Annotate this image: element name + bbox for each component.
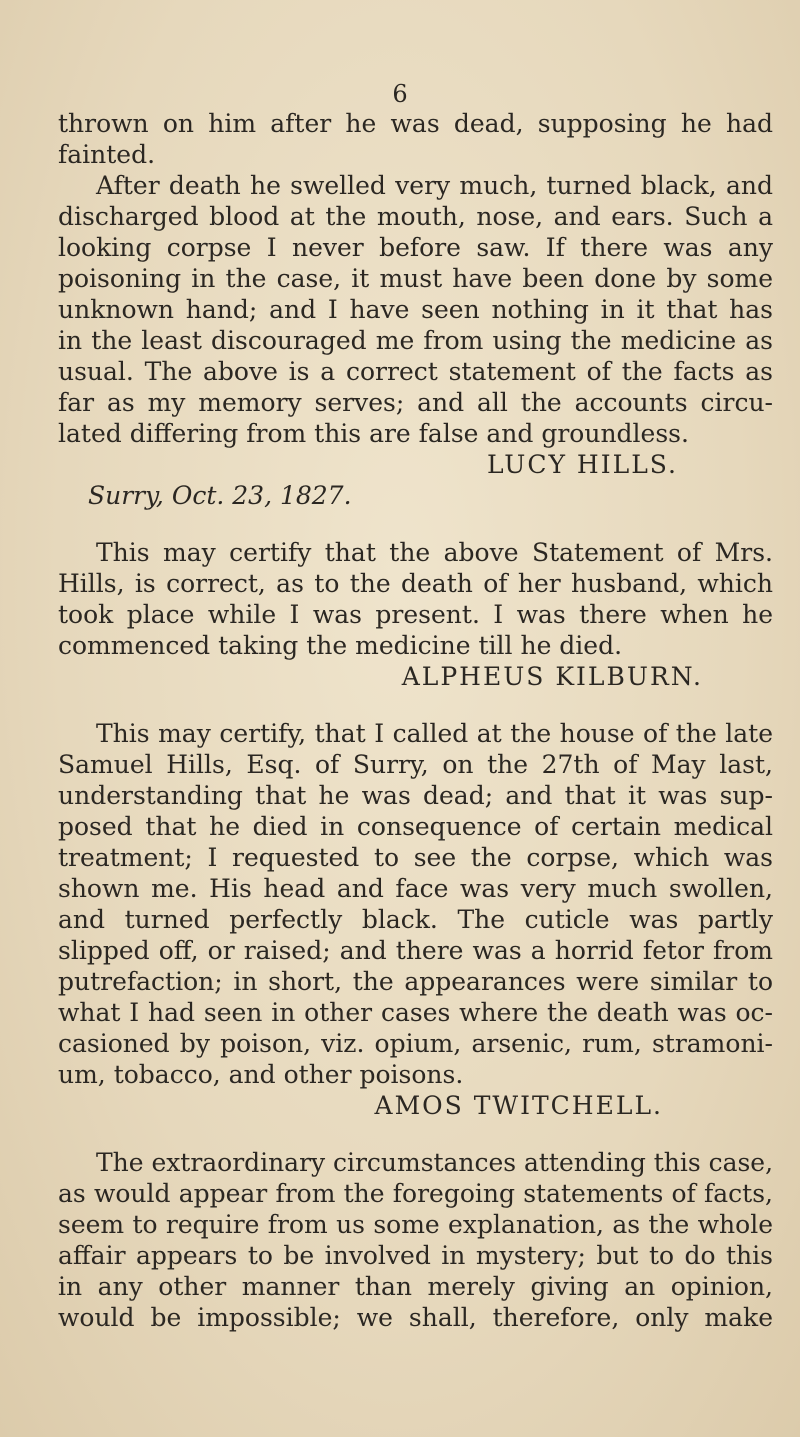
text-line: usual. The above is a correct statement of the facts as (58, 357, 773, 386)
text-line: fainted. (58, 140, 156, 169)
text-line: in the least discouraged me from using the medicine as (58, 326, 773, 355)
text-line: treatment; I requested to see the corpse, which was (58, 843, 773, 872)
signature-amos-twitchell: AMOS TWITCHELL. (374, 1091, 663, 1120)
text-line: shown me. His head and face was very much swollen, (58, 874, 773, 903)
text-line: The extraordinary circumstances attending this case, (96, 1148, 774, 1177)
dateline: Surry, Oct. 23, 1827. (88, 481, 352, 510)
text-line: far as my memory serves; and all the accounts circu- (58, 388, 773, 417)
body-text (58, 108, 773, 1333)
text-line: looking corpse I never before saw. If there was any (58, 233, 773, 262)
text-line: as would appear from the foregoing statements of facts, (58, 1179, 773, 1208)
text-line: and turned perfectly black. The cuticle was partly (58, 905, 773, 934)
text-line: Hills, is correct, as to the death of her husband, which (58, 569, 773, 598)
text-line: casioned by poison, viz. opium, arsenic, rum, stramoni- (58, 1029, 773, 1058)
text-line: in any other manner than merely giving an opinion, (58, 1272, 773, 1301)
text-line: commenced taking the medicine till he died. (58, 631, 623, 660)
text-line: took place while I was present. I was there when he (58, 600, 773, 629)
page-number: 6 (392, 80, 408, 108)
text-line: seem to require from us some explanation, as the whole (58, 1210, 773, 1239)
text-line: affair appears to be involved in mystery; but to do this (58, 1241, 773, 1270)
text-line: This may certify that the above Statement of Mrs. (96, 538, 773, 567)
text-line: putrefaction; in short, the appearances were similar to (58, 967, 773, 996)
text-line: understanding that he was dead; and that it was sup- (58, 781, 773, 810)
text-line: discharged blood at the mouth, nose, and ears. Such a (58, 202, 773, 231)
text-line: poisoning in the case, it must have been done by some (58, 264, 773, 293)
text-line: um, tobacco, and other poisons. (58, 1060, 464, 1089)
text-line: After death he swelled very much, turned black, and (96, 171, 773, 200)
text-line: thrown on him after he was dead, supposing he had (58, 109, 773, 138)
text-line: would be impossible; we shall, therefore, only make (58, 1303, 773, 1332)
signature-alpheus-kilburn: ALPHEUS KILBURN. (401, 662, 703, 691)
text-line: posed that he died in consequence of certain medical (58, 812, 773, 841)
text-line: slipped off, or raised; and there was a horrid fetor from (58, 936, 773, 965)
text-line: This may certify, that I called at the house of the late (96, 719, 773, 748)
text-line: unknown hand; and I have seen nothing in it that has (58, 295, 773, 324)
text-line: lated differing from this are false and groundless. (58, 419, 689, 448)
signature-lucy-hills: LUCY HILLS. (487, 450, 678, 479)
text-line: Samuel Hills, Esq. of Surry, on the 27th of May last, (58, 750, 773, 779)
text-line: what I had seen in other cases where the death was oc- (58, 998, 773, 1027)
